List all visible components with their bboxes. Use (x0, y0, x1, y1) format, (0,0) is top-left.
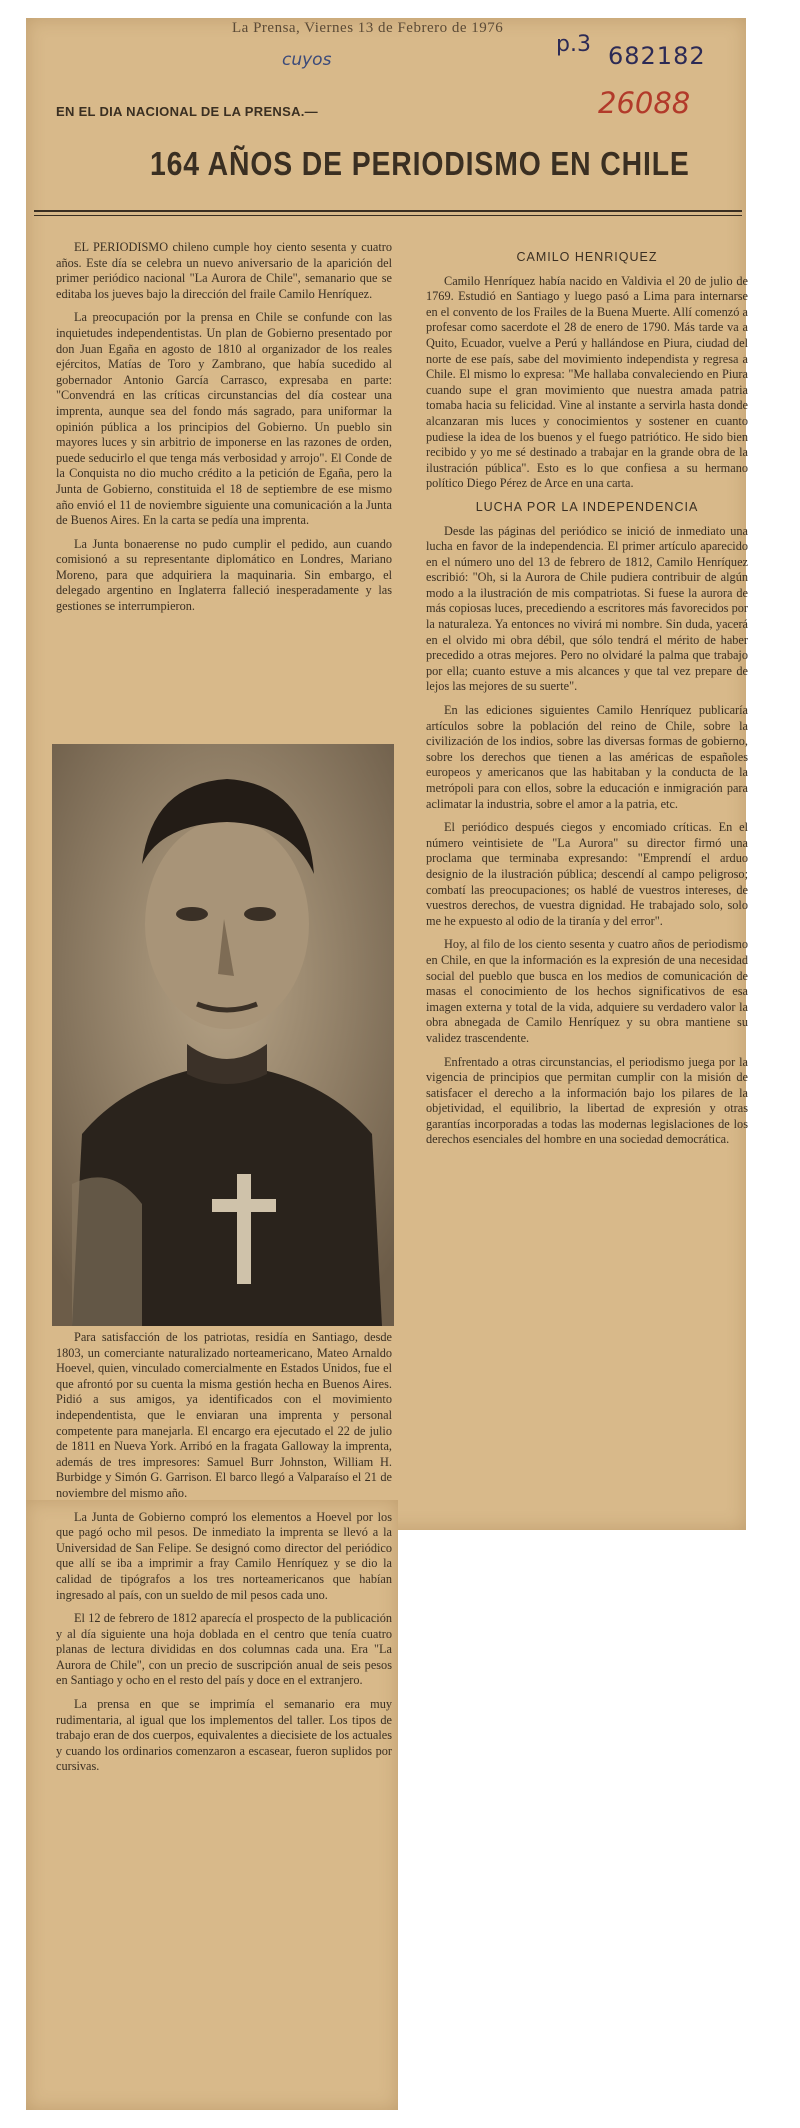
paragraph: En las ediciones siguientes Camilo Henríquez publicaría artículos sobre la población del reino de Chile, sobre la civilización de los indios, sobre las diversas formas de gobierno, sobre los derechos que tienen a las américas de españoles europeos y americanos que las habitaban y la conducta de la metrópoli para con ellos, sobre la educación e inmigración para aclimatar la industria, sobre el amor a la patria, etc. (426, 703, 748, 811)
paragraph: El periódico después ciegos y encomiado críticas. En el número veintisiete de "La Aurora" su director firmó una proclama que terminaba expresando: "Emprendí el arduo designio de la ilustración pública; descendí al campo peligroso; combatí las preocupaciones; os hablé de vuestros intereses, de vuestros derechos, de vuestra dignidad. He trabajado solo, solo me he expuesto al odio de la tiranía y del error". (426, 820, 748, 928)
paragraph: La Junta bonaerense no pudo cumplir el pedido, aun cuando comisionó a su representante diplomático en Londres, Mariano Moreno, para que adquiriera la maquinaria. Sin embargo, el delegado argentino en Inglaterra falleció inesperadamente y las gestiones se interrumpieron. (56, 536, 392, 614)
paragraph: Para satisfacción de los patriotas, residía en Santiago, desde 1803, un comerciante naturalizado norteamericano, Mateo Arnaldo Hoevel, quien, vinculado comercialmente en Estados Unidos, fue el que afrontó por su cuenta la misma gestión hecha en Buenos Aires. Pidió a sus amigos, ya identificados con el movimiento independentista, que le enviaran una imprenta y personal competente para manejarla. El encargo era ejecutado el 22 de julio de 1811 en Nueva York. Arribó en la fragata Galloway la imprenta, además de tres impresores: Samuel Burr Johnston, William H. Burbidge y Simón G. Garrison. El barco llegó a Valparaíso el 21 de noviembre del mismo año. (56, 1330, 392, 1500)
title-rule-thin (34, 215, 742, 216)
section-mark: cuyos (282, 50, 332, 70)
paragraph: La Junta de Gobierno compró los elementos a Hoevel por los que pagó ocho mil pesos. De inmediato la imprenta se llevó a la Universidad de San Felipe. Se designó como director del periódico que allí se iba a imprimir a fray Camilo Henríquez y se dio la calidad de tipógrafos a los tres norteamericanos que habían ingresado al país, con un sueldo de mil pesos cada uno. (56, 1509, 392, 1602)
title-rule (34, 210, 742, 212)
subheading: LUCHA POR LA INDEPENDENCIA (475, 499, 699, 514)
kicker: EN EL DIA NACIONAL DE LA PRENSA.— (56, 104, 318, 119)
archive-code: 682182 (608, 42, 706, 70)
page-mark: p.3 (556, 32, 591, 57)
subheading: CAMILO HENRIQUEZ (516, 250, 658, 264)
paragraph: La prensa en que se imprimía el semanario era muy rudimentaria, al igual que los implementos del taller. Los tipos de trabajo eran de dos cuerpos, equivalentes a diecisiete de los actuales y cuando los ordinarios comenzaron a escasear, fueron suplidos por cursivas. (56, 1697, 392, 1774)
paragraph: El 12 de febrero de 1812 aparecía el prospecto de la publicación y al día siguiente una hoja doblada en el centro que tenía cuatro planas de lectura divididas en dos columnas cada una. Era "La Aurora de Chile", con un precio de suscripción anual de seis pesos en Santiago y ocho en el resto del país y doce en el extranjero. (56, 1611, 392, 1688)
paragraph: Hoy, al filo de los ciento sesenta y cuatro años de periodismo en Chile, en que la información es la expresión de una necesidad social del pueblo que busca en los medios de comunicación de masas el conocimiento de los hechos significativos de esa imagen externa y total de la vida, adquiere su verdadero valor la obra abnegada de Camilo Henríquez y su obra mantiene su validez trascendente. (426, 937, 748, 1045)
paragraph: La preocupación por la prensa en Chile se confunde con las inquietudes independentistas. Un plan de Gobierno presentado por don Juan Egaña en agosto de 1810 al organizador de los reales ejércitos, Matías de Toro y Zambrano, que había sucedido al gobernador Antonio García Carrasco, expresaba en parte: "Convendrá en las críticas circunstancias del día costear una imprenta, aunque sea del fondo más sagrado, para uniformar la opinión pública a los principios del Gobierno. Un pueblo sin mayores luces y sin arbitrio de imponerse en las razones de orden, puede seducirlo el que tenga más verbosidad y arrojo". El Conde de la Conquista no dio mucho crédito a la petición de Egaña, pero la Junta de Gobierno, constituida el 18 de septiembre de ese mismo año envió el 11 de noviembre siguiente una comunicación a la Junta de Buenos Aires. En la carta se pedía una imprenta. (56, 310, 392, 528)
article-column-1-continued (56, 1330, 392, 2090)
page-title: 164 AÑOS DE PERIODISMO EN CHILE (150, 145, 690, 182)
paragraph: EL PERIODISMO chileno cumple hoy ciento sesenta y cuatro años. Este día se celebra un nuevo aniversario de la aparición del primer periódico nacional "La Aurora de Chile", semanario que se editaba los jueves bajo la dirección del fraile Camilo Henríquez. (56, 240, 392, 301)
portrait-photo (52, 744, 394, 1326)
archive-number: 26088 (598, 86, 691, 120)
paragraph: Desde las páginas del periódico se inició de inmediato una lucha en favor de la independencia. El primer artículo aparecido en el número uno del 13 de febrero de 1812, Camilo Henríquez escribió: "Oh, si la Aurora de Chile pudiera contribuir de algún modo a la ilustración de mis compatriotas. Si fuese la aurora de más copiosas luces, precediendo a escritores más favorecidos por la naturaleza. Ya entonces no vivirá mi nombre. Sin duda, yacerá en el olvido mi obra débil, que sólo tendrá el mérito de haber precedido a otras mejores. Pero no olvidaré la palma que trabajo por ella; cuanto estuve a mis alcances y que tal vez prepare de lejos las mejores de su suerte". (426, 523, 748, 694)
dateline: La Prensa, Viernes 13 de Febrero de 1976 (232, 20, 504, 36)
paragraph: Enfrentado a otras circunstancias, el periodismo juega por la vigencia de principios que permitan cumplir con la misión de satisfacer el derecho a la información bajo los pilares de la objetividad, el equilibrio, la libertad de expresión y otras garantías incorporadas a todas las modernas legislaciones de los derechos esenciales del hombre en una sociedad democrática. (426, 1054, 748, 1147)
article-column-1 (56, 240, 392, 740)
article-column-2 (426, 244, 748, 1504)
paragraph: Camilo Henríquez había nacido en Valdivia el 20 de julio de 1769. Estudió en Santiago y luego pasó a Lima para internarse en el convento de los Frailes de la Buena Muerte. Allí comenzó a profesar como sacerdote el 28 de enero de 1790. Más tarde va a Quito, Ecuador, vuelve a Perú y hallándose en Piura, ciudad del norte de ese país, sabe del movimiento independista y regresa a Chile. El mismo lo expresa: "Me hallaba convaleciendo en Piura cuando supe el gran movimiento que nuestra amada patria tomaba hacia su felicidad. Vine al instante a servirla hasta donde alcanzaran mis luces y conocimientos y sostener en cuanto pudiese la idea de los buenos y el fuego patriótico. He sido bien recibido y yo me sé destinado a trabajar en la grande obra de la ilustración pública". Esto es lo que confiesa a su hermano político Diego Pérez de Arce en una carta. (426, 273, 748, 491)
